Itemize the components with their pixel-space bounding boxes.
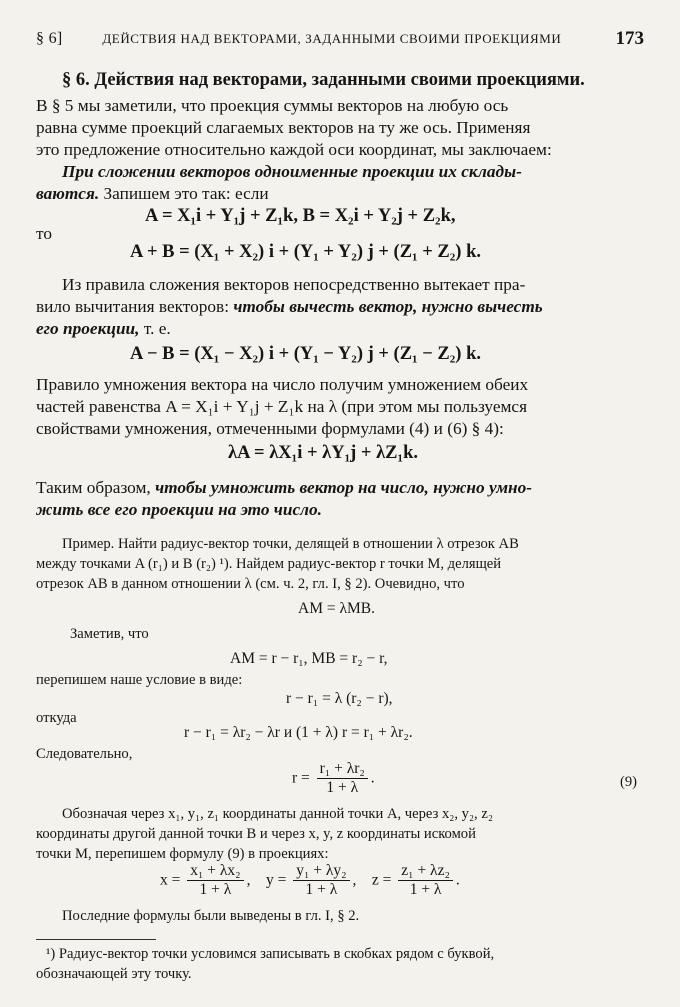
thus: Таким образом, bbox=[36, 478, 156, 497]
paragraph-3-line-2: частей равенства A = X₁i + Y₁j + Z₁k на λ (при этом мы пользуемся bbox=[36, 397, 528, 416]
fx-fraction bbox=[187, 862, 243, 899]
fy-lhs: y = bbox=[265, 871, 287, 889]
paragraph-1-line-2: равна сумме проекций слагаемых векторов на ту же ось. Применяя bbox=[36, 118, 531, 137]
example-line-3: отрезок AB в данном отношении λ (см. ч. 2, гл. I, § 2). Очевидно, что bbox=[36, 576, 465, 592]
paragraph-2-line-2 bbox=[36, 297, 543, 317]
rule-multiply-2: жить все его проекции на это число. bbox=[36, 500, 322, 519]
subtraction-lead: вило вычитания векторов: bbox=[36, 297, 234, 316]
equation-a-b-components: A = X₁i + Y₁j + Z₁k, B = X₂i + Y₂j + Z₂k, bbox=[145, 206, 456, 226]
rule-sum-end: ваются. bbox=[36, 184, 100, 203]
equation-9: r = $\frac{\text{r₁ + λr₂}}{1 + \lambda}$ . bbox=[292, 760, 375, 796]
paragraph-3-line-1: Правило умножения вектора на число получим умножением обеих bbox=[36, 375, 529, 394]
rule-sum-line-1: При сложении векторов одноименные проекции их склады- bbox=[62, 162, 522, 181]
header-running-title: ДЕЙСТВИЯ НАД ВЕКТОРАМИ, ЗАДАННЫМИ СВОИМИ ПРОЕКЦИЯМИ bbox=[102, 31, 562, 46]
equation-scalar-multiple: λA = λX₁i + λY₁j + λZ₁k. bbox=[228, 443, 418, 463]
fx-lhs: x = bbox=[160, 871, 181, 889]
noting-that: Заметив, что bbox=[70, 626, 149, 642]
fz-fraction bbox=[398, 862, 453, 899]
equation-am-mb: AM = r − r₁, MB = r₂ − r, bbox=[230, 650, 388, 667]
fy-numerator: y₁ + λy₂ bbox=[293, 862, 349, 881]
section-title: § 6. Действия над векторами, заданными своими проекциями. bbox=[62, 70, 585, 90]
last-line: Последние формулы были выведены в гл. I, § 2. bbox=[62, 908, 360, 924]
fx-denominator: 1 + λ bbox=[199, 880, 232, 898]
rewrite-condition: перепишем наше условие в виде: bbox=[36, 672, 243, 688]
example-line-2: между точками A (r₁) и B (r₂) ¹). Найдем радиус-вектор r точки M, делящей bbox=[36, 556, 502, 572]
fz-lhs: z = bbox=[371, 871, 392, 889]
paragraph-1-line-3: это предложение относительно каждой оси координат, мы заключаем: bbox=[36, 140, 552, 159]
eq9-lhs: r = bbox=[292, 769, 310, 787]
header-section: § 6] bbox=[36, 30, 63, 47]
footnote-line-1: ¹) Радиус-вектор точки условимся записывать в скобках рядом с буквой, bbox=[46, 946, 495, 962]
fz-denominator: 1 + λ bbox=[409, 880, 442, 898]
footnote-line-2: обозначающей эту точку. bbox=[36, 966, 192, 982]
equation-am-lambda-mb: AM = λMB. bbox=[298, 600, 375, 617]
eq9-numerator: r₁ + λr₂ bbox=[317, 760, 368, 779]
paragraph-2-line-1: Из правила сложения векторов непосредственно вытекает пра- bbox=[62, 275, 526, 294]
equation-difference: A − B = (X₁ − X₂) i + (Y₁ − Y₂) j + (Z₁ − Z₂) k. bbox=[130, 344, 481, 364]
rule-sum-line-2 bbox=[36, 184, 269, 204]
equation-number-9: (9) bbox=[620, 774, 638, 790]
rule-subtract-2: его проекции, bbox=[36, 319, 140, 338]
fy-fraction bbox=[293, 862, 349, 899]
paragraph-4-line-1 bbox=[36, 478, 532, 498]
write-so: Запишем это так: если bbox=[99, 184, 269, 203]
ie: т. е. bbox=[139, 319, 171, 338]
rule-subtract-1: чтобы вычесть вектор, нужно вычесть bbox=[233, 297, 543, 316]
paragraph-5-line-2: координаты другой данной точки B и через x, y, z координаты искомой bbox=[36, 826, 476, 842]
running-header bbox=[36, 30, 561, 48]
equation-whence: r − r₁ = λr₂ − λr и (1 + λ) r = r₁ + λr₂. bbox=[184, 724, 413, 741]
rule-multiply-1: чтобы умножить вектор на число, нужно умно- bbox=[155, 478, 533, 497]
page-number: 173 bbox=[615, 28, 644, 49]
paragraph-5-line-3: точки M, перепишем формулу (9) в проекциях: bbox=[36, 846, 329, 862]
word-then: то bbox=[36, 224, 52, 243]
word-therefore: Следовательно, bbox=[36, 746, 133, 762]
eq9-denominator: 1 + λ bbox=[326, 778, 359, 796]
equation-condition: r − r₁ = λ (r₂ − r), bbox=[286, 690, 393, 707]
paragraph-1-line-1: В § 5 мы заметили, что проекция суммы векторов на любую ось bbox=[36, 96, 509, 115]
word-whence: откуда bbox=[36, 710, 77, 726]
paragraph-2-line-3 bbox=[36, 319, 171, 339]
example-line-1: Пример. Найти радиус-вектор точки, делящей в отношении λ отрезок AB bbox=[62, 536, 519, 552]
fy-denominator: 1 + λ bbox=[305, 880, 338, 898]
equation-sum: A + B = (X₁ + X₂) i + (Y₁ + Y₂) j + (Z₁ + Z₂) k. bbox=[130, 242, 481, 262]
paragraph-5-line-1: Обозначая через x₁, y₁, z₁ координаты данной точки A, через x₂, y₂, z₂ bbox=[62, 806, 493, 822]
paragraph-3-line-3: свойствами умножения, отмеченными формулами (4) и (6) § 4): bbox=[36, 419, 504, 438]
equations-coordinates: x = $\frac{\text{x₁ + λx₂}}{1 + \lambda}$ , y = $\frac{\text{y₁ + λy₂}}{1 + \lambda}$ , z = $\frac{\text{z₁ + λz₂}}{1 + \lambda}$ . bbox=[160, 862, 460, 898]
eq9-fraction bbox=[317, 760, 368, 797]
fz-numerator: z₁ + λz₂ bbox=[398, 862, 453, 881]
footnote-rule bbox=[36, 939, 156, 940]
fx-numerator: x₁ + λx₂ bbox=[187, 862, 243, 881]
